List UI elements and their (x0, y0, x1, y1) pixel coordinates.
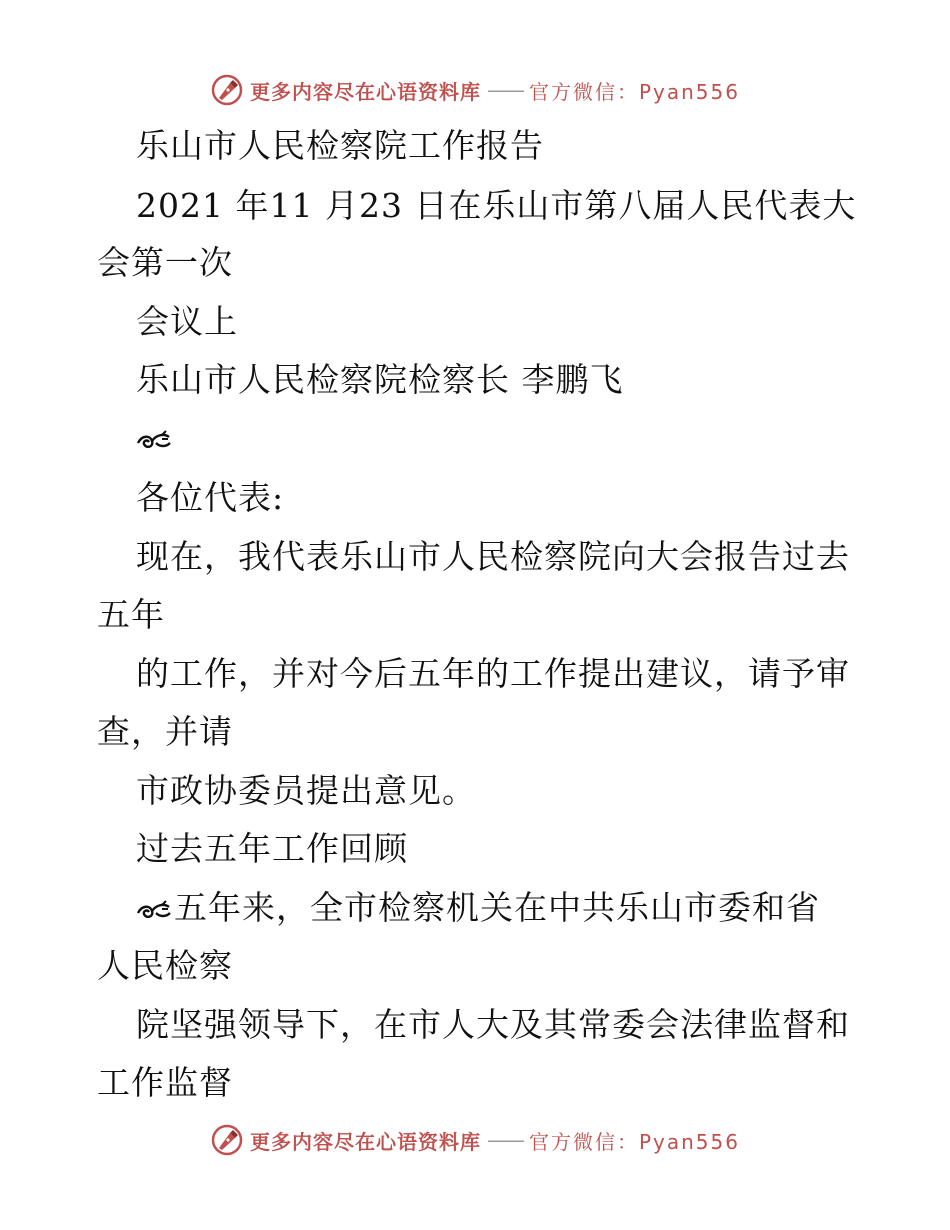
document-line: 人民检察 (97, 946, 233, 985)
document-line: 会第一次 (97, 243, 233, 282)
header-banner (0, 68, 950, 112)
banner-brand-text: 更多内容尽在心语资料库 (249, 1129, 481, 1154)
document-line: 工作监督 (97, 1063, 233, 1102)
document-title: 乐山市人民检察院工作报告 (136, 126, 544, 165)
banner-brand-text: 更多内容尽在心语资料库 (249, 79, 481, 104)
banner-separator: —— (486, 1128, 523, 1152)
document-line: 现在，我代表乐山市人民检察院向大会报告过去 (136, 537, 850, 576)
document-salutation: 各位代表: (136, 478, 285, 517)
document-line-text: 五年来，全市检察机关在中共乐山市委和省 (174, 888, 820, 927)
fleuron-icon (136, 899, 172, 921)
ornament-line (136, 418, 174, 458)
document-line: 会议上 (136, 302, 238, 341)
document-line: 的工作，并对今后五年的工作提出建议，请予审 (136, 654, 850, 693)
document-line: 2021 年11 月23 日在乐山市第八届人民代表大 (136, 186, 857, 225)
document-author: 乐山市人民检察院检察长 李鹏飞 (136, 360, 624, 399)
document-line: 五年 (97, 595, 165, 634)
document-line: 市政协委员提出意见。 (136, 771, 476, 810)
banner-wechat-text: 官方微信：Pyan556 (528, 79, 740, 104)
pen-nib-logo-icon (210, 1123, 244, 1157)
document-line: 院坚强领导下，在市人大及其常委会法律监督和 (136, 1005, 850, 1044)
footer-banner (0, 1118, 950, 1162)
document-line (136, 888, 820, 928)
pen-nib-logo-icon (210, 73, 244, 107)
fleuron-icon (136, 429, 172, 451)
document-section-heading: 过去五年工作回顾 (136, 829, 408, 868)
banner-wechat-text: 官方微信：Pyan556 (528, 1129, 740, 1154)
banner-separator: —— (486, 78, 523, 102)
document-line: 查，并请 (97, 712, 233, 751)
